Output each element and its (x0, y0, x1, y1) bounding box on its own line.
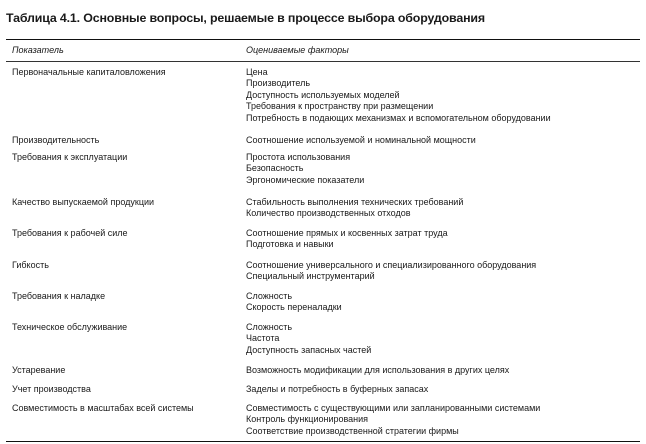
column-header-factors: Оцениваемые факторы (246, 45, 349, 55)
factor-item: Сложность (246, 322, 293, 332)
row-indicator: Первоначальные капиталовложения (12, 67, 166, 77)
row-indicator: Производительность (12, 135, 100, 145)
row-factors-list (246, 384, 428, 395)
factor-item: Эргономические показатели (246, 174, 365, 185)
factor-item: Частота (246, 333, 280, 344)
row-indicator: Требования к наладке (12, 291, 106, 301)
factor-item: Специальный инструментарий (246, 271, 375, 282)
row-factors-list (246, 365, 509, 376)
table-caption: Таблица 4.1. Основные вопросы, решаемые в процессе выбора оборудования (6, 11, 485, 25)
factor-item: Количество производственных отходов (246, 208, 411, 219)
factor-item: Подготовка и навыки (246, 239, 334, 250)
factor-item: Стабильность выполнения технических требований (246, 197, 464, 207)
row-factors-list (246, 291, 342, 314)
factor-item: Соотношение прямых и косвенных затрат труда (246, 228, 448, 238)
row-factors-list (246, 322, 371, 356)
factor-item: Производитель (246, 78, 311, 89)
factor-item: Требования к пространству при размещении (246, 101, 434, 112)
factor-item: Соотношение используемой и номинальной мощности (246, 135, 476, 145)
row-factors-list (246, 152, 364, 186)
factor-item: Доступность запасных частей (246, 344, 372, 355)
row-factors-list (246, 228, 448, 251)
factor-item: Простота использования (246, 152, 351, 162)
table-header-rule (6, 61, 640, 62)
factor-item: Безопасность (246, 163, 304, 174)
factor-item: Возможность модификации для использования в других целях (246, 365, 510, 375)
factor-item: Цена (246, 67, 268, 77)
table-top-rule (6, 39, 640, 40)
row-factors-list (246, 260, 536, 283)
column-header-indicator: Показатель (12, 45, 64, 55)
factor-item: Сложность (246, 291, 293, 301)
factor-item: Соответствие производственной стратегии фирмы (246, 425, 459, 436)
factor-item: Соотношение универсального и специализированного оборудования (246, 260, 537, 270)
row-indicator: Качество выпускаемой продукции (12, 197, 155, 207)
factor-item: Потребность в подающих механизмах и вспомогательном оборудовании (246, 112, 551, 123)
row-indicator: Требования к рабочей силе (12, 228, 128, 238)
table-bottom-rule (6, 441, 640, 442)
row-factors-list (246, 135, 476, 146)
row-factors-list (246, 67, 551, 124)
row-indicator: Устаревание (12, 365, 66, 375)
factor-item: Скорость переналадки (246, 302, 342, 313)
row-indicator: Техническое обслуживание (12, 322, 128, 332)
factor-item: Заделы и потребность в буферных запасах (246, 384, 429, 394)
row-factors-list (246, 403, 540, 437)
row-factors-list (246, 197, 463, 220)
factor-item: Совместимость с существующими или запланированными системами (246, 403, 541, 413)
factor-item: Доступность используемых моделей (246, 89, 400, 100)
row-indicator: Требования к эксплуатации (12, 152, 128, 162)
factor-item: Контроль функционирования (246, 414, 369, 425)
row-indicator: Учет производства (12, 384, 91, 394)
row-indicator: Гибкость (12, 260, 49, 270)
row-indicator: Совместимость в масштабах всей системы (12, 403, 194, 413)
